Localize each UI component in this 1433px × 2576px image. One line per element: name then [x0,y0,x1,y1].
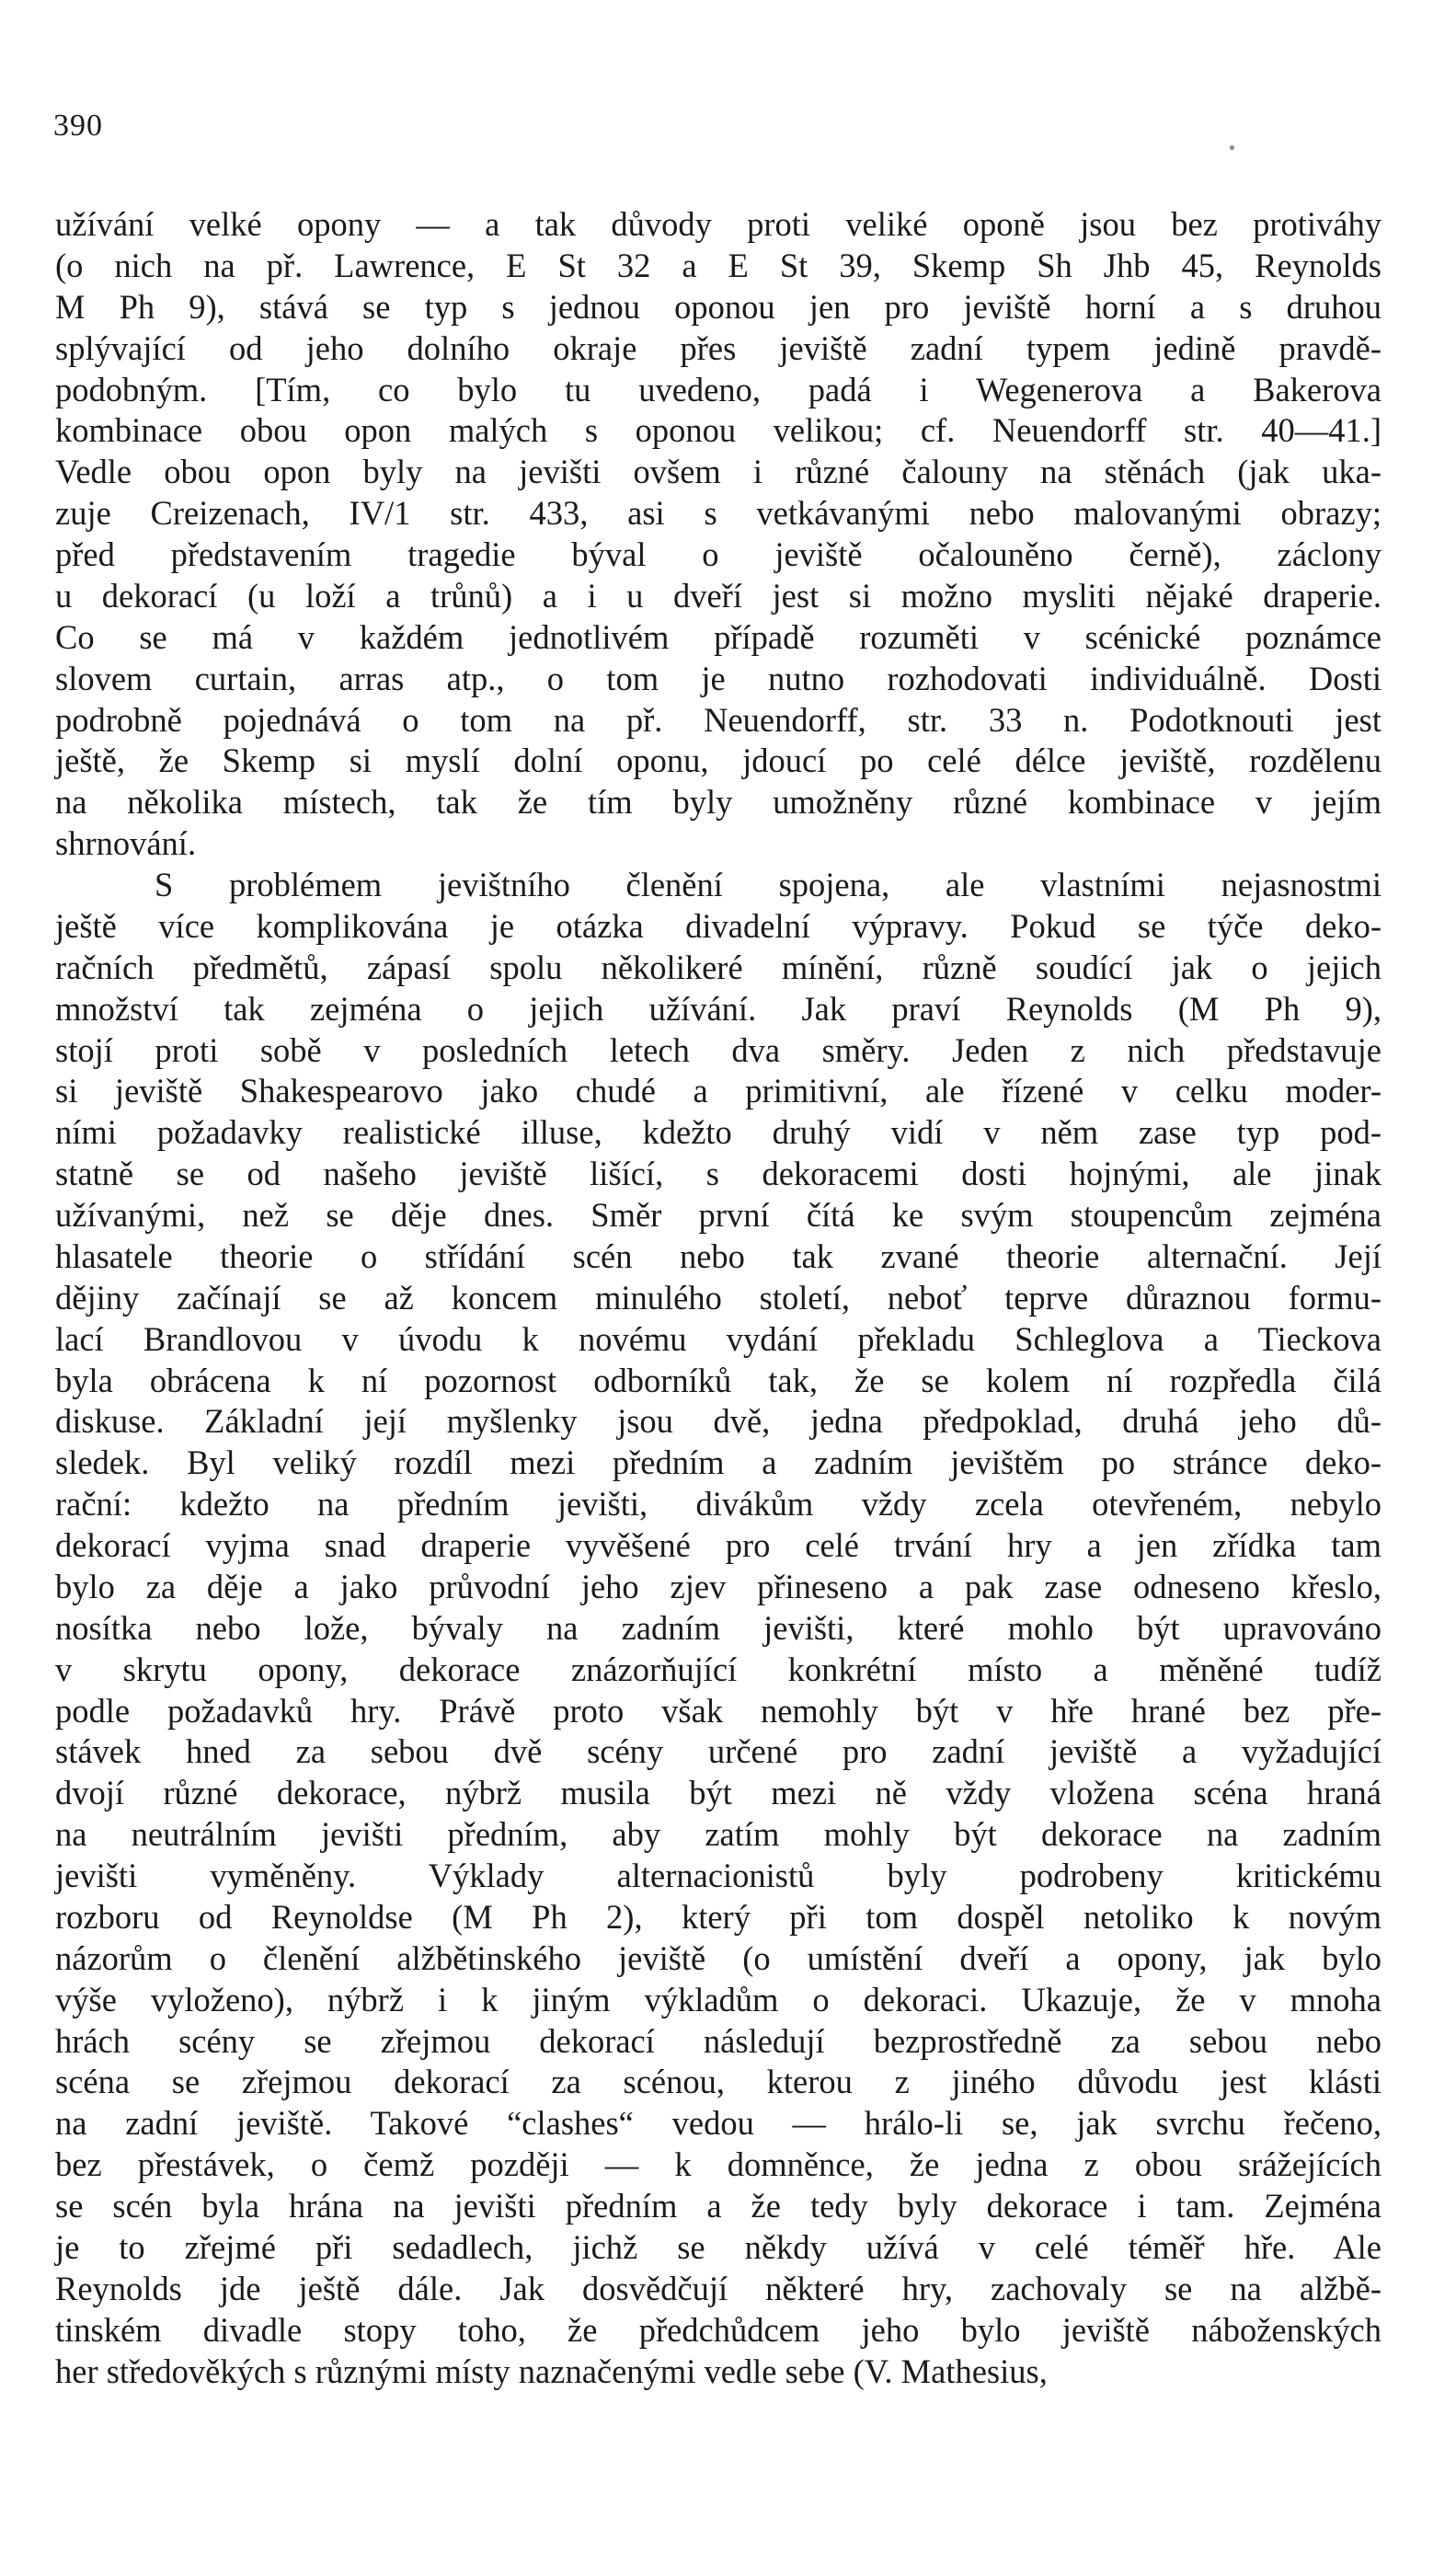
text-line: dvojí různé dekorace, nýbrž musila být mezi ně vždy vložena scéna hraná [55,1774,1381,1812]
text-line: statně se od našeho jeviště lišící, s dekoracemi dosti hojnými, ale jinak [55,1155,1381,1193]
text-line: podle požadavků hry. Právě proto však nemohly být v hře hrané bez pře- [55,1691,1381,1730]
text-line: stávek hned za sebou dvě scény určené pro zadní jeviště a vyžadující [55,1732,1381,1771]
text-line: ještě, že Skemp si myslí dolní oponu, jdoucí po celé délce jeviště, rozdělenu [55,742,1381,780]
text-line: (o nich na př. Lawrence, E St 32 a E St 39, Skemp Sh Jhb 45, Reynolds [55,246,1381,284]
text-line: rozboru od Reynoldse (M Ph 2), který při tom dospěl netoliko k novým [55,1897,1381,1936]
text-line: užívanými, než se děje dnes. Směr první čítá ke svým stoupencům zejména [55,1196,1381,1234]
text-line: na neutrálním jevišti předním, aby zatím mohly být dekorace na zadním [55,1815,1381,1854]
text-line: dějiny začínají se až koncem minulého století, neboť teprve důraznou formu- [55,1278,1381,1317]
text-line: tinském divadle stopy toho, že předchůdcem jeho bylo jeviště náboženských [55,2310,1381,2349]
text-line: M Ph 9), stává se typ s jednou oponou jen pro jeviště horní a s druhou [55,287,1381,326]
text-line: scéna se zřejmou dekorací za scénou, kterou z jiného důvodu jest klásti [55,2063,1381,2101]
text-line: je to zřejmé při sedadlech, jichž se někdy užívá v celé téměř hře. Ale [55,2227,1381,2266]
text-line: her středověkých s různými místy naznačenými vedle sebe (V. Mathesius, [55,2352,1048,2390]
text-line: u dekorací (u loží a trůnů) a i u dveří jest si možno mysliti nějaké draperie. [55,576,1381,615]
text-line: byla obrácena k ní pozornost odborníků tak, že se kolem ní rozpředla čilá [55,1361,1381,1399]
text-line: splývající od jeho dolního okraje přes jeviště zadní typem jedině pravdě- [55,328,1381,367]
text-line: nosítka nebo lože, bývaly na zadním jevišti, které mohlo být upravováno [55,1608,1381,1647]
text-line: v skrytu opony, dekorace znázorňující konkrétní místo a měněné tudíž [55,1650,1381,1688]
text-line: Co se má v každém jednotlivém případě rozuměti v scénické poznámce [55,617,1381,656]
paragraph [55,865,1381,2392]
text-line: před představením tragedie býval o jeviště očalouněno černě), záclony [55,535,1381,573]
text-line: si jeviště Shakespearovo jako chudé a primitivní, ale řízené v celku moder- [55,1072,1381,1110]
text-line: sledek. Byl veliký rozdíl mezi předním a zadním jevištěm po stránce deko- [55,1443,1381,1482]
text-line: bylo za děje a jako průvodní jeho zjev přineseno a pak zase odneseno křeslo, [55,1567,1381,1605]
text-line: stojí proti sobě v posledních letech dva směry. Jeden z nich představuje [55,1030,1381,1069]
text-line: Vedle obou opon byly na jevišti ovšem i různé čalouny na stěnách (jak uka- [55,453,1381,491]
text-line: názorům o členění alžbětinského jeviště (o umístění dveří a opony, jak bylo [55,1938,1381,1977]
text-line: podrobně pojednává o tom na př. Neuendorff, str. 33 n. Podotknouti jest [55,700,1381,739]
body-text [55,204,1381,2392]
text-line: podobným. [Tím, co bylo tu uvedeno, padá i Wegenerova a Bakerova [55,370,1381,408]
text-line: jevišti vyměněny. Výklady alternacionistů byly podrobeny kritickému [55,1857,1381,1894]
text-line: S problémem jevištního členění spojena, ale vlastními nejasnostmi [155,866,1381,903]
text-line: bez přestávek, o čemž později — k domněnce, že jedna z obou srážejících [55,2145,1381,2184]
text-line: diskuse. Základní její myšlenky jsou dvě, jedna předpoklad, druhá jeho dů- [55,1402,1381,1441]
text-line: výše vyloženo), nýbrž i k jiným výkladům o dekoraci. Ukazuje, že v mnoha [55,1980,1381,2018]
text-line: ními požadavky realistické illuse, kdežto druhý vidí v něm zase typ pod- [55,1113,1381,1152]
print-speck [1230,145,1234,150]
text-line: hlasatele theorie o střídání scén nebo tak zvané theorie alternační. Její [55,1236,1381,1275]
paragraph [55,204,1381,865]
text-line: dekorací vyjma snad draperie vyvěšené pro celé trvání hry a jen zřídka tam [55,1526,1381,1564]
text-line: shrnování. [55,824,197,863]
text-line: na zadní jeviště. Takové “clashes“ vedou — hrálo-li se, jak svrchu řečeno, [55,2104,1381,2143]
page-number: 390 [53,109,103,143]
text-line: zuje Creizenach, IV/1 str. 433, asi s vetkávanými nebo malovanými obrazy; [55,494,1381,533]
text-line: ještě více komplikována je otázka divadelní výpravy. Pokud se týče deko- [55,906,1381,945]
text-line: rační: kdežto na předním jevišti, divákům vždy zcela otevřeném, nebylo [55,1485,1381,1524]
text-line: se scén byla hrána na jevišti předním a že tedy byly dekorace i tam. Zejména [55,2187,1381,2225]
text-line: užívání velké opony — a tak důvody proti veliké oponě jsou bez protiváhy [55,205,1381,243]
text-line: slovem curtain, arras atp., o tom je nutno rozhodovati individuálně. Dosti [55,659,1381,697]
text-line: množství tak zejména o jejich užívání. Jak praví Reynolds (M Ph 9), [55,989,1381,1028]
text-line: račních předmětů, zápasí spolu několikeré mínění, různě soudící jak o jejich [55,948,1381,986]
text-line: kombinace obou opon malých s oponou velikou; cf. Neuendorff str. 40—41.] [55,411,1381,450]
text-line: na několika místech, tak že tím byly umožněny různé kombinace v jejím [55,783,1381,822]
text-line: Reynolds jde ještě dále. Jak dosvědčují některé hry, zachovaly se na alžbě- [55,2269,1381,2307]
text-line: hrách scény se zřejmou dekorací následují bezprostředně za sebou nebo [55,2021,1381,2060]
text-line: lací Brandlovou v úvodu k novému vydání překladu Schleglova a Tieckova [55,1319,1381,1358]
